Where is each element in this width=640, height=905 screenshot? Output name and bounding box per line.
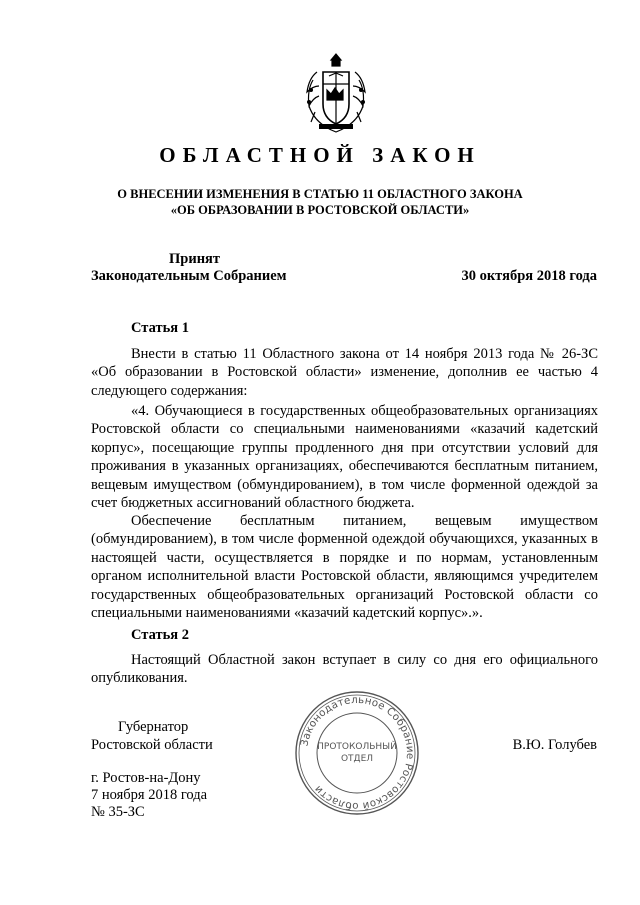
coat-of-arms-icon — [299, 50, 373, 136]
footer-number: № 35-ЗС — [91, 804, 145, 820]
official-stamp — [293, 690, 421, 816]
stamp-ring-text: Законодательное Собрание Ростовской области — [298, 693, 417, 813]
signer-name: В.Ю. Голубев — [512, 737, 597, 753]
footer-date: 7 ноября 2018 года — [91, 787, 208, 803]
signer-position-line-1: Губернатор — [118, 719, 189, 735]
article-1-paragraph-1: Внести в статью 11 Областного закона от 14 ноября 2013 года № 26-ЗС «Об образовании в Ростовской области» изменение, дополнив ее частью 4 следующего содержания: — [91, 346, 598, 399]
article-2-heading: Статья 2 — [131, 627, 189, 643]
article-2-paragraph-1: Настоящий Областной закон вступает в силу со дня его официального опубликования. — [91, 652, 598, 687]
article-1-paragraph-3: Обеспечение бесплатным питанием, вещевым имуществом (обмундированием), в том числе форменной одеждой обучающихся, указанных в настоящей части, осуществляется в порядке и по нормам, установленным органом исполнительной власти Ростовской области, являющимся учредителем государственных общеобразовательных организаций Ростовской области со специальными наименованиями «казачий кадетский корпус».». — [91, 513, 598, 622]
subtitle-line-2: «ОБ ОБРАЗОВАНИИ В РОСТОВСКОЙ ОБЛАСТИ» — [170, 203, 470, 217]
stamp-center-line-1: ПРОТОКОЛЬНЫЙ — [317, 742, 397, 752]
document-title: ОБЛАСТНОЙ ЗАКОН — [159, 143, 481, 167]
article-1-paragraph-2: «4. Обучающиеся в государственных общеобразовательных организациях Ростовской области со специальными наименованиями «казачий кадетский корпус», посещающие группы продленного дня при отсутствии условий для проживания в указанных организациях, обеспечиваются бесплатным питанием, вещевым имуществом (обмундированием), в том числе форменной одеждой за счет бюджетных ассигнований областного бюджета. — [91, 403, 598, 512]
adopted-label: Принят — [169, 251, 221, 267]
stamp-center-line-2: ОТДЕЛ — [340, 754, 374, 764]
document-subtitle — [0, 186, 640, 218]
signer-position-line-2: Ростовской области — [91, 737, 213, 753]
footer-city: г. Ростов-на-Дону — [91, 770, 201, 786]
article-1-heading: Статья 1 — [131, 320, 189, 336]
adopted-by: Законодательным Собранием — [91, 268, 287, 284]
adoption-date: 30 октября 2018 года — [461, 268, 597, 284]
subtitle-line-1: О ВНЕСЕНИИ ИЗМЕНЕНИЯ В СТАТЬЮ 11 ОБЛАСТНОГО ЗАКОНА — [117, 187, 523, 201]
